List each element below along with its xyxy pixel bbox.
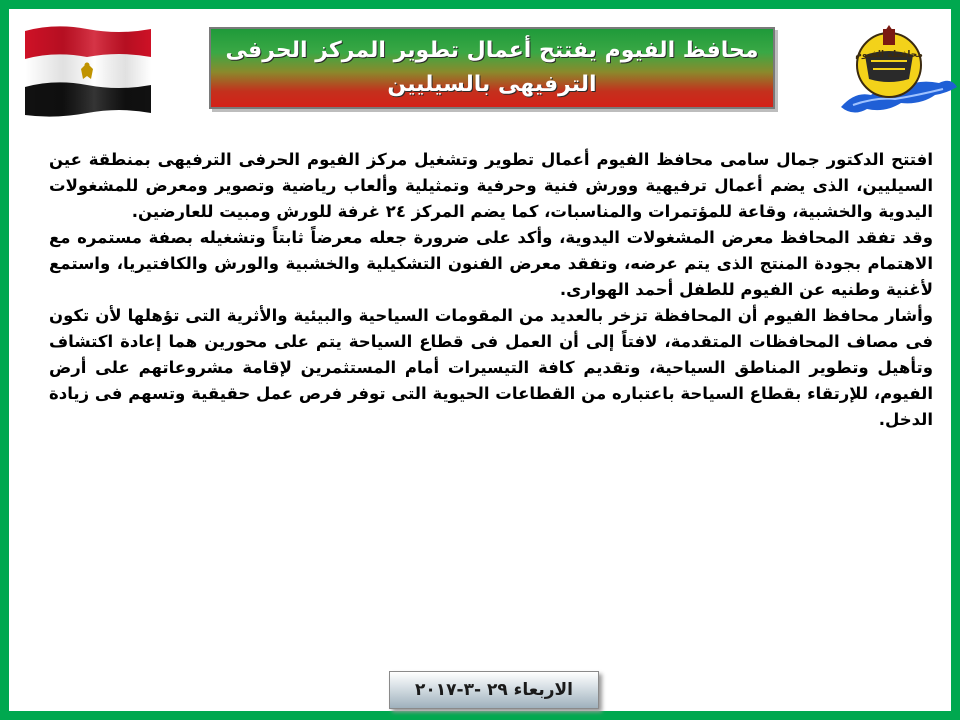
- title-line-1: محافظ الفيوم يفتتح أعمال تطوير المركز الحرفى: [225, 38, 759, 63]
- article-paragraph: وقد تفقد المحافظ معرض المشغولات اليدوية، وأكد على ضرورة جعله معرضاً ثابتاً وتشغيله بصفة مستمره مع الاهتمام بجودة المنتج الذى يتم عرضه، وتفقد معرض الفنون التشكيلية والخشبية والورش والكافتيريا، واستمع لأغنية وطنيه عن الفيوم للطفل أحمد الهوارى.: [49, 228, 933, 299]
- fayoum-governorate-logo-icon: [835, 21, 959, 125]
- title-line-2: الترفيهى بالسيليين: [387, 72, 597, 97]
- date-box: [389, 671, 599, 709]
- article-paragraph: افتتح الدكتور جمال سامى محافظ الفيوم أعمال تطوير وتشغيل مركز الفيوم الحرفى الترفيهى بمنطقة عين السيليين، الذى يضم أعمال ترفيهية وورش فنية وحرفية وتمثيلية وألعاب رياضية وتصوير ومعرض للمشغولات اليدوية والخشبية، وقاعة للمؤتمرات والمناسبات، كما يضم المركز ٢٤ غرفة للورش ومبيت للعارضين.: [49, 150, 933, 221]
- egypt-flag-icon: [21, 21, 155, 117]
- title-banner: [209, 27, 775, 109]
- article-body: [49, 147, 933, 433]
- publish-date: الاربعاء ٢٩ -٣-٢٠١٧: [415, 680, 573, 700]
- logo-text: محافظة الفيوم: [855, 50, 923, 60]
- article-paragraph: وأشار محافظ الفيوم أن المحافظة تزخر بالعديد من المقومات السياحية والبيئية والأثرية التى تؤهلها لأن تكون فى مصاف المحافظات المتقدمة، لافتاً إلى أن العمل فى قطاع السياحة يتم على محورين هما إعادة اكتشاف وتأهيل وتطوير المناطق السياحية، وتقديم كافة التيسيرات أمام المستثمرين لإقامة مشروعاتهم على أرض الفيوم، للإرتقاء بقطاع السياحة باعتباره من القطاعات الحيوية التى توفر فرص عمل حقيقية وتسهم فى زيادة الدخل.: [49, 306, 933, 429]
